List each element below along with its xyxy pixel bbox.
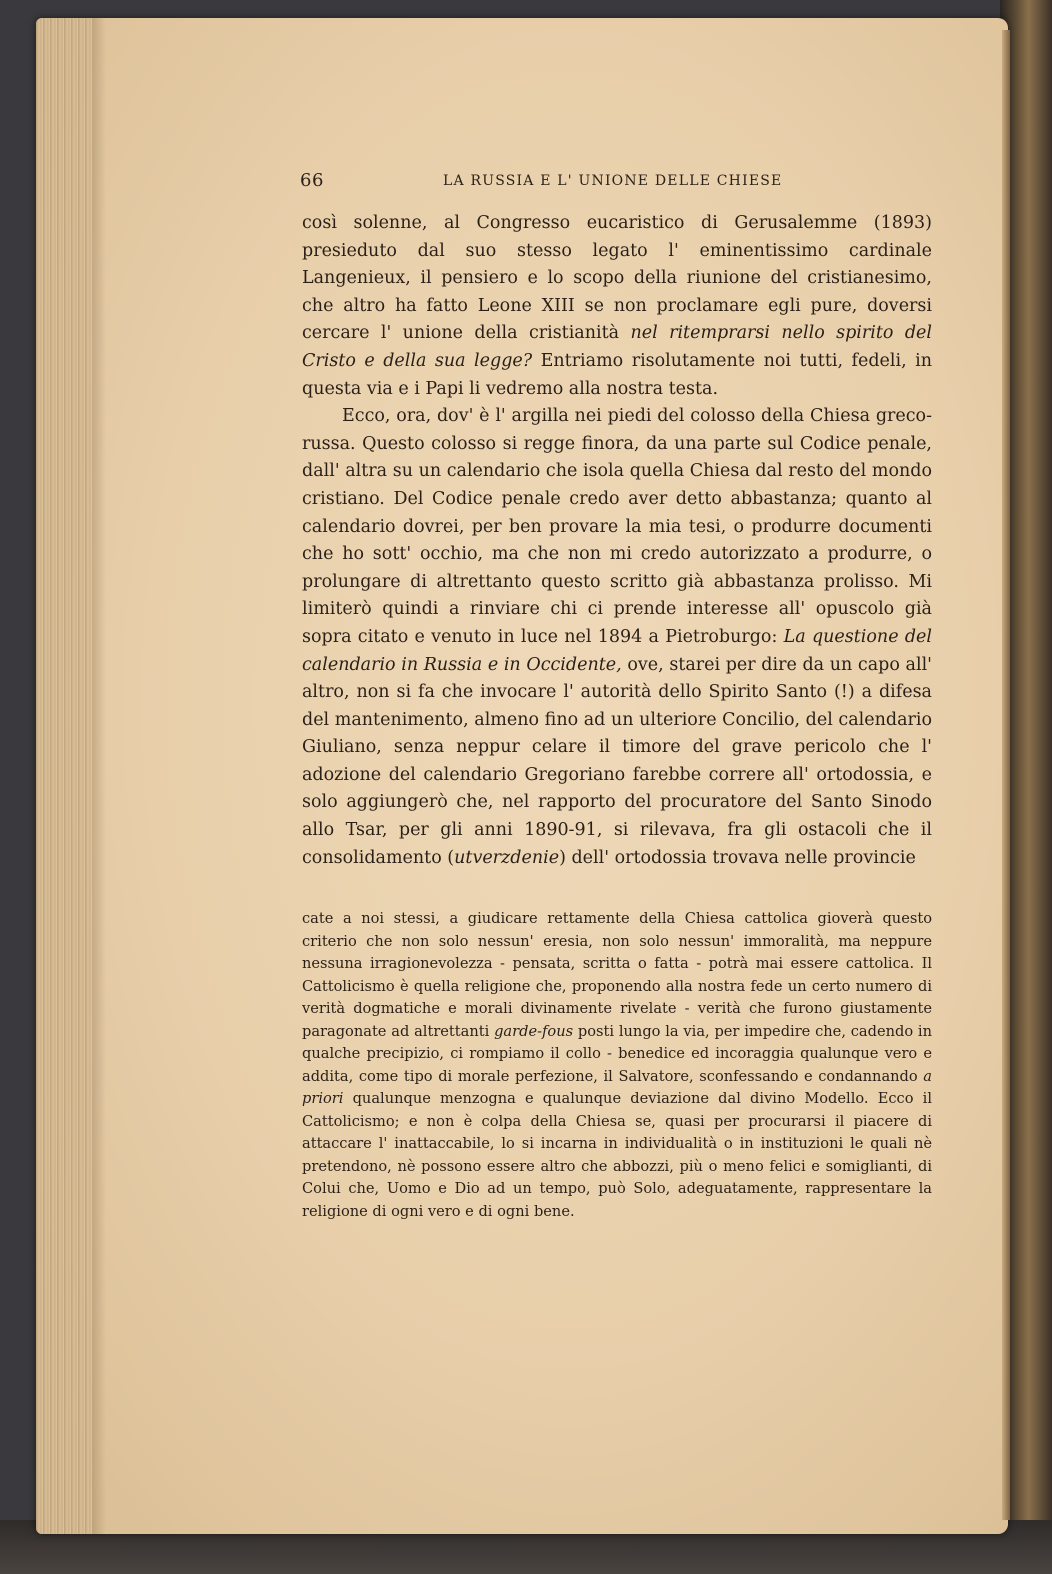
page-number: 66 (300, 170, 324, 191)
paragraph (302, 403, 932, 872)
footnote (302, 908, 932, 1223)
text-span: ) dell' ortodossia trovava nelle provincie (559, 847, 916, 868)
text-span: posti lungo la via, per impedire che, cadendo in qualche precipizio, ci rompiamo il collo - benedice ed incoraggia qualunque vero e addita, come tipo di morale perfezione, il Salvatore, sconfessando e condannando (302, 1022, 932, 1085)
italic-term: garde-fous (494, 1022, 574, 1040)
text-span: così solenne, al Congresso eucaristico di Gerusalemme (1893) presieduto dal suo stesso legato l' eminentissimo cardinale Langenieux, il pensiero e lo scopo della riunione del cristianesimo, che altro ha fatto Leone XIII se non proclamare egli pure, doversi cercare l' unione della cristianità (302, 213, 932, 344)
paragraph (302, 210, 932, 403)
italic-term: a priori (302, 1067, 932, 1107)
text-span: cate a noi stessi, a giudicare rettamente della Chiesa cattolica gioverà questo criterio che non solo nessun' eresia, non solo nessun' immoralità, ma neppure nessuna irragionevolezza - pensata, scritta o fatta - potrà mai essere cattolica. Il Cattolicismo è quella religione che, proponendo alla nostra fede un certo numero di verità dogmatiche e morali divinamente rivelate - verità che furono giustamente paragonate ad altrettanti (302, 910, 932, 1040)
page-header (300, 170, 932, 198)
text-span: Ecco, ora, dov' è l' argilla nei piedi del colosso della Chiesa greco-russa. Questo colosso si regge finora, da una parte sul Codice penale, dall' altra su un calendario che isola quella Chiesa dal resto del mondo cristiano. Del Codice penale credo aver detto abbastanza; quanto al calendario dovrei, per ben provare la mia tesi, o produrre documenti che ho sott' occhio, ma che non mi credo autorizzato a produrre, o prolungare di altrettanto questo scritto già abbastanza prolisso. Mi limiterò quindi a rinviare chi ci prende interesse all' opuscolo già sopra citato e venuto in luce nel 1894 a Pietroburgo: (302, 406, 932, 647)
italic-title: La questione del calendario in Russia e in Occidente, (302, 626, 932, 675)
main-text (302, 210, 932, 872)
text-span: ove, starei per dire da un capo all' altro, non si fa che invocare l' autorità dello Spirito Santo (!) a difesa del mantenimento, almeno fino ad un ulteriore Concilio, del calendario Giuliano, senza neppur celare il timore del grave pericolo che l' adozione del calendario Gregoriano farebbe correre all' ortodossia, e solo aggiungerò che, nel rapporto del procuratore del Santo Sinodo allo Tsar, per gli anni 1890-91, si rilevava, fra gli ostacoli che il consolidamento ( (302, 654, 932, 868)
running-title: LA RUSSIA E L' UNIONE DELLE CHIESE (443, 173, 783, 189)
italic-term: utverzdenie (454, 847, 560, 868)
page-gutter (1002, 30, 1010, 1520)
text-span: Entriamo risolutamente noi tutti, fedeli, in questa via e i Papi li vedremo alla nostra testa. (302, 350, 932, 399)
text-span: qualunque menzogna e qualunque deviazione dal divino Modello. Ecco il Cattolicismo; e non è colpa della Chiesa se, quasi per procurarsi il piacere di attaccare l' inattaccabile, lo si incarna in individualità o in instituzioni le quali nè pretendono, nè possono essere altro che abbozzi, più o meno felici e somiglianti, di Colui che, Uomo e Dio ad un tempo, può Solo, adeguatamente, rappresentare la religione di ogni vero e di ogni bene. (302, 1090, 932, 1220)
italic-quote: nel ritemprarsi nello spirito del Cristo e della sua legge? (302, 323, 932, 371)
footnote-paragraph (302, 908, 932, 1223)
page-edges (36, 18, 92, 1534)
